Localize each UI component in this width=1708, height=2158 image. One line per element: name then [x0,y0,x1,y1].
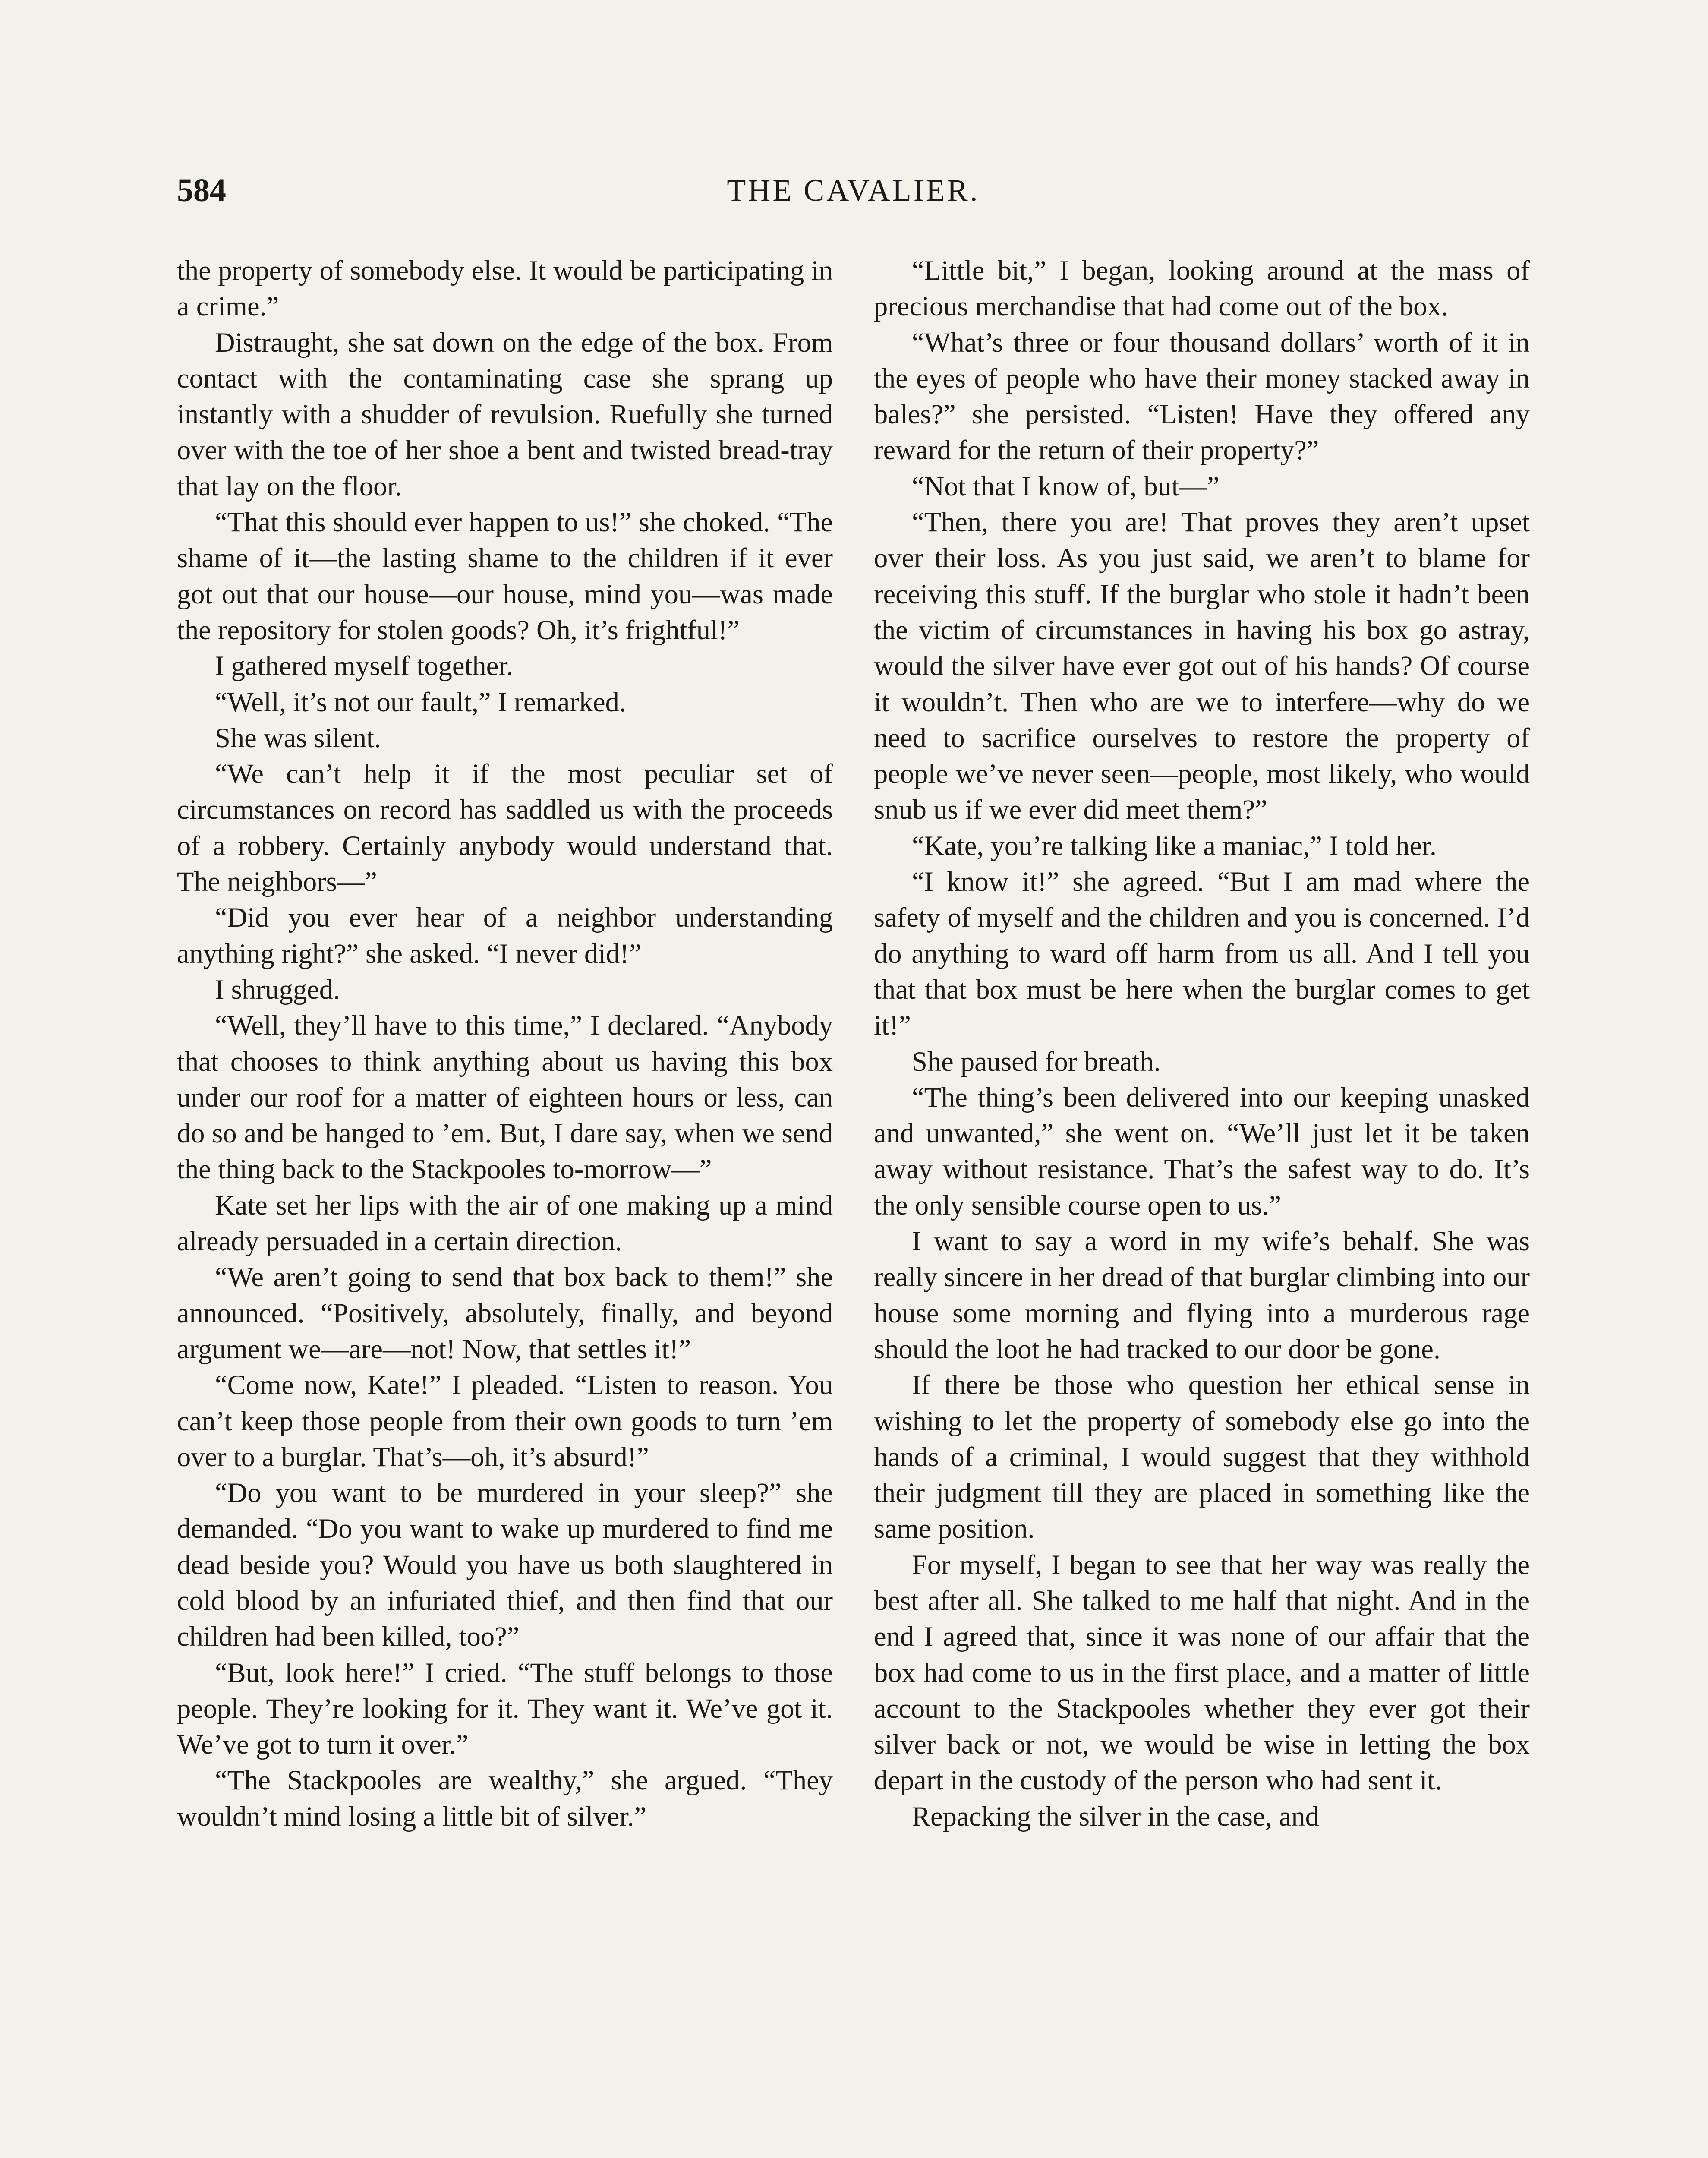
right-column [874,252,1530,1834]
paragraph: “Do you want to be murdered in your sleep?” she demanded. “Do you want to wake up murdered to find me dead beside you? Would you have us both slaughtered in cold blood by an infuriated thief, and then find that our children had been killed, too?” [177,1477,833,1652]
paragraph: “That this should ever happen to us!” she choked. “The shame of it—the lasting shame to the children if it ever got out that our house—our house, mind you—was made the repository for stolen goods? Oh, it’s frightful!” [177,507,833,645]
paragraph: “Well, they’ll have to this time,” I declared. “Anybody that chooses to think anything about us having this box under our roof for a matter of eighteen hours or less, can do so and be hanged to ’em. But, I dare say, when we send the thing back to the Stackpooles to-morrow—” [177,1010,833,1185]
paragraph: “Come now, Kate!” I pleaded. “Listen to reason. You can’t keep those people from their own goods to turn ’em over to a burglar. That’s—oh, it’s absurd!” [177,1369,833,1472]
paragraph: She was silent. [215,722,381,753]
page-header [177,171,1530,210]
paragraph: Kate set her lips with the air of one making up a mind already persuaded in a certain direction. [177,1189,833,1257]
paragraph: “Well, it’s not our fault,” I remarked. [215,686,627,717]
paragraph: I gathered myself together. [215,650,514,681]
paragraph: “Not that I know of, but—” [912,470,1220,502]
paragraph: Repacking the silver in the case, and [912,1801,1319,1832]
paragraph: “We can’t help it if the most peculiar set of circumstances on record has saddled us with the proceeds of a robbery. Certainly anybody would understand that. The neighbors—” [177,758,833,897]
running-title: THE CAVALIER. [727,173,980,208]
paragraph: the property of somebody else. It would be participating in a crime.” [177,255,833,322]
paragraph: Distraught, she sat down on the edge of the box. From contact with the contaminating case she sprang up instantly with a shudder of revulsion. Ruefully she turned over with the toe of her shoe a bent and twisted bread-tray that lay on the floor. [177,327,833,502]
paragraph: “We aren’t going to send that box back to them!” she announced. “Positively, absolutely, finally, and beyond argument we—are—not! Now, that settles it!” [177,1262,833,1364]
paragraph: “The thing’s been delivered into our keeping unasked and unwanted,” she went on. “We’ll just let it be taken away without resistance. That’s the safest way to do. It’s the only sensible course open to us.” [874,1082,1530,1221]
paragraph: “I know it!” she agreed. “But I am mad where the safety of myself and the children and you is concerned. I’d do anything to ward off harm from us all. And I tell you that that box must be here when the burglar comes to get it!” [874,866,1530,1041]
left-column [177,252,833,1834]
paragraph: “Little bit,” I began, looking around at the mass of precious merchandise that had come out of the box. [874,255,1530,322]
paragraph: If there be those who question her ethical sense in wishing to let the property of somebody else go into the hands of a criminal, I would suggest that they withhold their judgment till they are placed in something like the same position. [874,1369,1530,1544]
paragraph: “But, look here!” I cried. “The stuff belongs to those people. They’re looking for it. They want it. We’ve got it. We’ve got to turn it over.” [177,1657,833,1760]
paragraph: I want to say a word in my wife’s behalf. She was really sincere in her dread of that burglar climbing into our house some morning and flying into a murderous rage should the loot he had tracked to our door be gone. [874,1226,1530,1364]
page-number: 584 [177,172,226,208]
paragraph: “Then, there you are! That proves they aren’t upset over their loss. As you just said, we aren’t to blame for receiving this stuff. If the burglar who stole it hadn’t been the victim of circumstances in having his box go astray, would the silver have ever got out of his hands? Of course it wouldn’t. Then who are we to interfere—why do we need to sacrifice ourselves to restore the property of people we’ve never seen—people, most likely, who would snub us if we ever did meet them?” [874,507,1530,825]
paragraph: “Did you ever hear of a neighbor understanding anything right?” she asked. “I never did!” [177,902,833,969]
paragraph: “Kate, you’re talking like a maniac,” I told her. [912,830,1437,861]
paragraph: For myself, I began to see that her way was really the best after all. She talked to me half that night. And in the end I agreed that, since it was none of our affair that the box had come to us in the first place, and a matter of little account to the Stackpooles whether they ever got their silver back or not, we would be wise in letting the box depart in the custody of the person who had sent it. [874,1549,1530,1796]
paragraph: “The Stackpooles are wealthy,” she argued. “They wouldn’t mind losing a little bit of silver.” [177,1765,833,1832]
paragraph: “What’s three or four thousand dollars’ worth of it in the eyes of people who have their money stacked away in bales?” she persisted. “Listen! Have they offered any reward for the return of their property?” [874,327,1530,466]
paragraph: I shrugged. [215,974,340,1005]
paragraph: She paused for breath. [912,1046,1161,1077]
